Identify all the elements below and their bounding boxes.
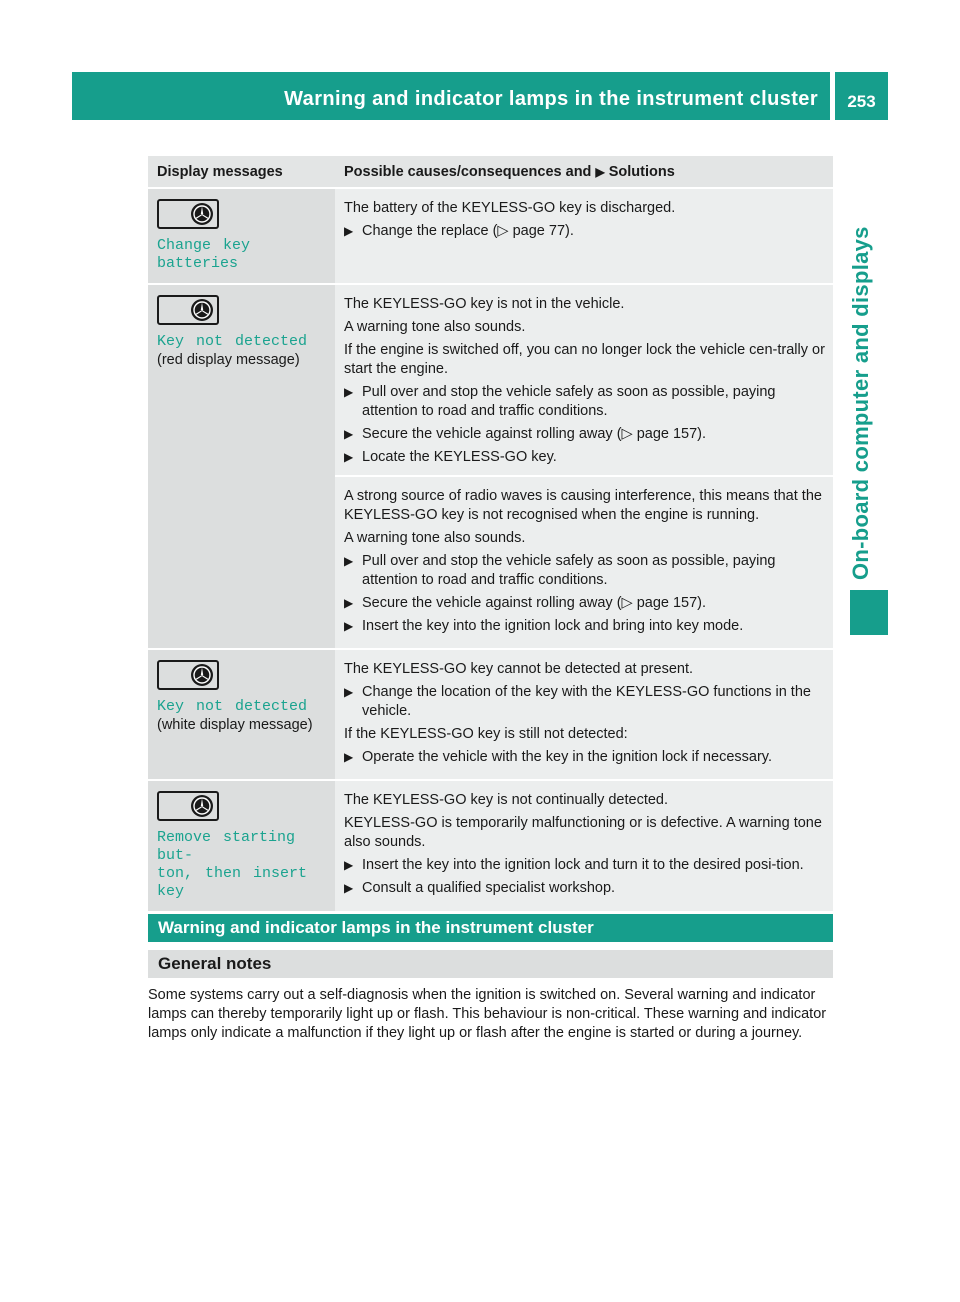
- table-row: [148, 650, 833, 779]
- solution-step: [344, 594, 827, 613]
- solution-step: [344, 856, 827, 875]
- col-header-prefix: Possible causes/consequences and: [344, 164, 592, 180]
- solution-step: [344, 552, 827, 590]
- display-message-cell: [148, 650, 335, 779]
- section-title: Warning and indicator lamps in the instrument cluster: [158, 918, 594, 937]
- step-arrow-icon: ▶: [344, 224, 354, 238]
- cause-text: If the engine is switched off, you can no longer lock the vehicle cen-trally or start the engine.: [344, 342, 825, 377]
- step-arrow-icon: ▶: [344, 450, 354, 464]
- col-header-display-messages: Display messages: [148, 156, 335, 187]
- display-messages-table: [148, 154, 833, 913]
- causes-solutions-cell: [335, 285, 833, 648]
- causes-solutions-cell: [335, 781, 833, 911]
- side-tab: [835, 125, 888, 605]
- display-message-cell: [148, 285, 335, 648]
- step-arrow-icon: ▶: [344, 385, 354, 399]
- display-message-note: (white display message): [157, 717, 313, 733]
- cause-text: The battery of the KEYLESS-GO key is discharged.: [344, 200, 676, 216]
- cause-text: KEYLESS-GO is temporarily malfunctioning or is defective. A warning tone also sounds.: [344, 815, 822, 850]
- subsection-title: General notes: [158, 954, 272, 973]
- key-icon: [157, 660, 219, 690]
- solution-step: [344, 222, 827, 241]
- key-icon: [157, 791, 219, 821]
- display-message-text: Remove starting but‐: [157, 829, 296, 864]
- key-icon: [157, 295, 219, 325]
- general-notes-text: Some systems carry out a self-diagnosis when the ignition is switched on. Several warning and indicator lamps can thereby temporarily light up or flash. This behaviour is non-critical. These warning and indicator lamps only indicate a malfunction if they light up or flash after the engine is started or during a journey.: [148, 987, 827, 1041]
- solution-step-text: Insert the key into the ignition lock and bring into key mode.: [362, 618, 744, 634]
- subsection-heading-bar: [148, 950, 833, 978]
- table-body: [148, 189, 833, 911]
- solution-step: [344, 617, 827, 636]
- table-row: [148, 285, 833, 648]
- solution-arrow-icon: ▶: [595, 165, 605, 179]
- display-message-cell: [148, 189, 335, 283]
- display-message-text: Change key batteries: [157, 237, 251, 272]
- solution-step-text: Change the replace (▷ page 77).: [362, 223, 574, 239]
- solution-step-text: Pull over and stop the vehicle safely as soon as possible, paying attention to road and traffic conditions.: [362, 384, 776, 419]
- page-number-box: [835, 72, 888, 120]
- side-tab-label: On-board computer and displays: [848, 226, 873, 580]
- cause-text: A warning tone also sounds.: [344, 319, 526, 335]
- cause-text: A strong source of radio waves is causing interference, this means that the KEYLESS-GO key is not recognised when the engine is running.: [344, 488, 822, 523]
- solution-step-text: Consult a qualified specialist workshop.: [362, 880, 616, 896]
- display-message-text: Key not detected: [157, 698, 308, 715]
- cause-text: The KEYLESS-GO key cannot be detected at present.: [344, 661, 694, 677]
- step-arrow-icon: ▶: [344, 858, 354, 872]
- solution-step: [344, 683, 827, 721]
- header-bar: [72, 72, 830, 120]
- table-header-row: [148, 156, 833, 187]
- solution-step-text: Insert the key into the ignition lock and turn it to the desired posi-tion.: [362, 857, 804, 873]
- block-divider: [335, 475, 833, 477]
- key-icon: [157, 199, 219, 229]
- col-header-suffix: Solutions: [608, 164, 675, 180]
- display-message-cell: [148, 781, 335, 911]
- solution-step-text: Locate the KEYLESS-GO key.: [362, 449, 557, 465]
- display-message-note: (red display message): [157, 352, 300, 368]
- solution-step: [344, 879, 827, 898]
- display-message-text: Key not detected: [157, 333, 308, 350]
- page-number: 253: [847, 92, 876, 111]
- cause-text: If the KEYLESS-GO key is still not detected:: [344, 726, 628, 742]
- step-arrow-icon: ▶: [344, 596, 354, 610]
- solution-step: [344, 425, 827, 444]
- solution-step-text: Secure the vehicle against rolling away (▷ page 157).: [362, 426, 707, 442]
- step-arrow-icon: ▶: [344, 750, 354, 764]
- page-header-title: Warning and indicator lamps in the instrument cluster: [284, 88, 818, 110]
- table-row: [148, 781, 833, 911]
- solution-step-text: Operate the vehicle with the key in the ignition lock if necessary.: [362, 749, 772, 765]
- cause-text: The KEYLESS-GO key is not continually detected.: [344, 792, 668, 808]
- solution-step-text: Pull over and stop the vehicle safely as soon as possible, paying attention to road and traffic conditions.: [362, 553, 776, 588]
- display-message-text-line2: ton, then insert key: [157, 865, 308, 900]
- section-heading-bar: [148, 914, 833, 942]
- cause-text: The KEYLESS-GO key is not in the vehicle.: [344, 296, 625, 312]
- table-row: [148, 189, 833, 283]
- step-arrow-icon: ▶: [344, 427, 354, 441]
- step-arrow-icon: ▶: [344, 881, 354, 895]
- solution-step-text: Secure the vehicle against rolling away (▷ page 157).: [362, 595, 707, 611]
- causes-solutions-cell: [335, 650, 833, 779]
- step-arrow-icon: ▶: [344, 685, 354, 699]
- cause-text: A warning tone also sounds.: [344, 530, 526, 546]
- solution-step-text: Change the location of the key with the KEYLESS-GO functions in the vehicle.: [362, 684, 811, 719]
- col-header-causes-solutions: [335, 156, 833, 187]
- step-arrow-icon: ▶: [344, 619, 354, 633]
- causes-solutions-cell: [335, 189, 833, 283]
- solution-step: [344, 448, 827, 467]
- solution-step: [344, 748, 827, 767]
- solution-step: [344, 383, 827, 421]
- step-arrow-icon: ▶: [344, 554, 354, 568]
- side-tab-marker: [850, 590, 888, 635]
